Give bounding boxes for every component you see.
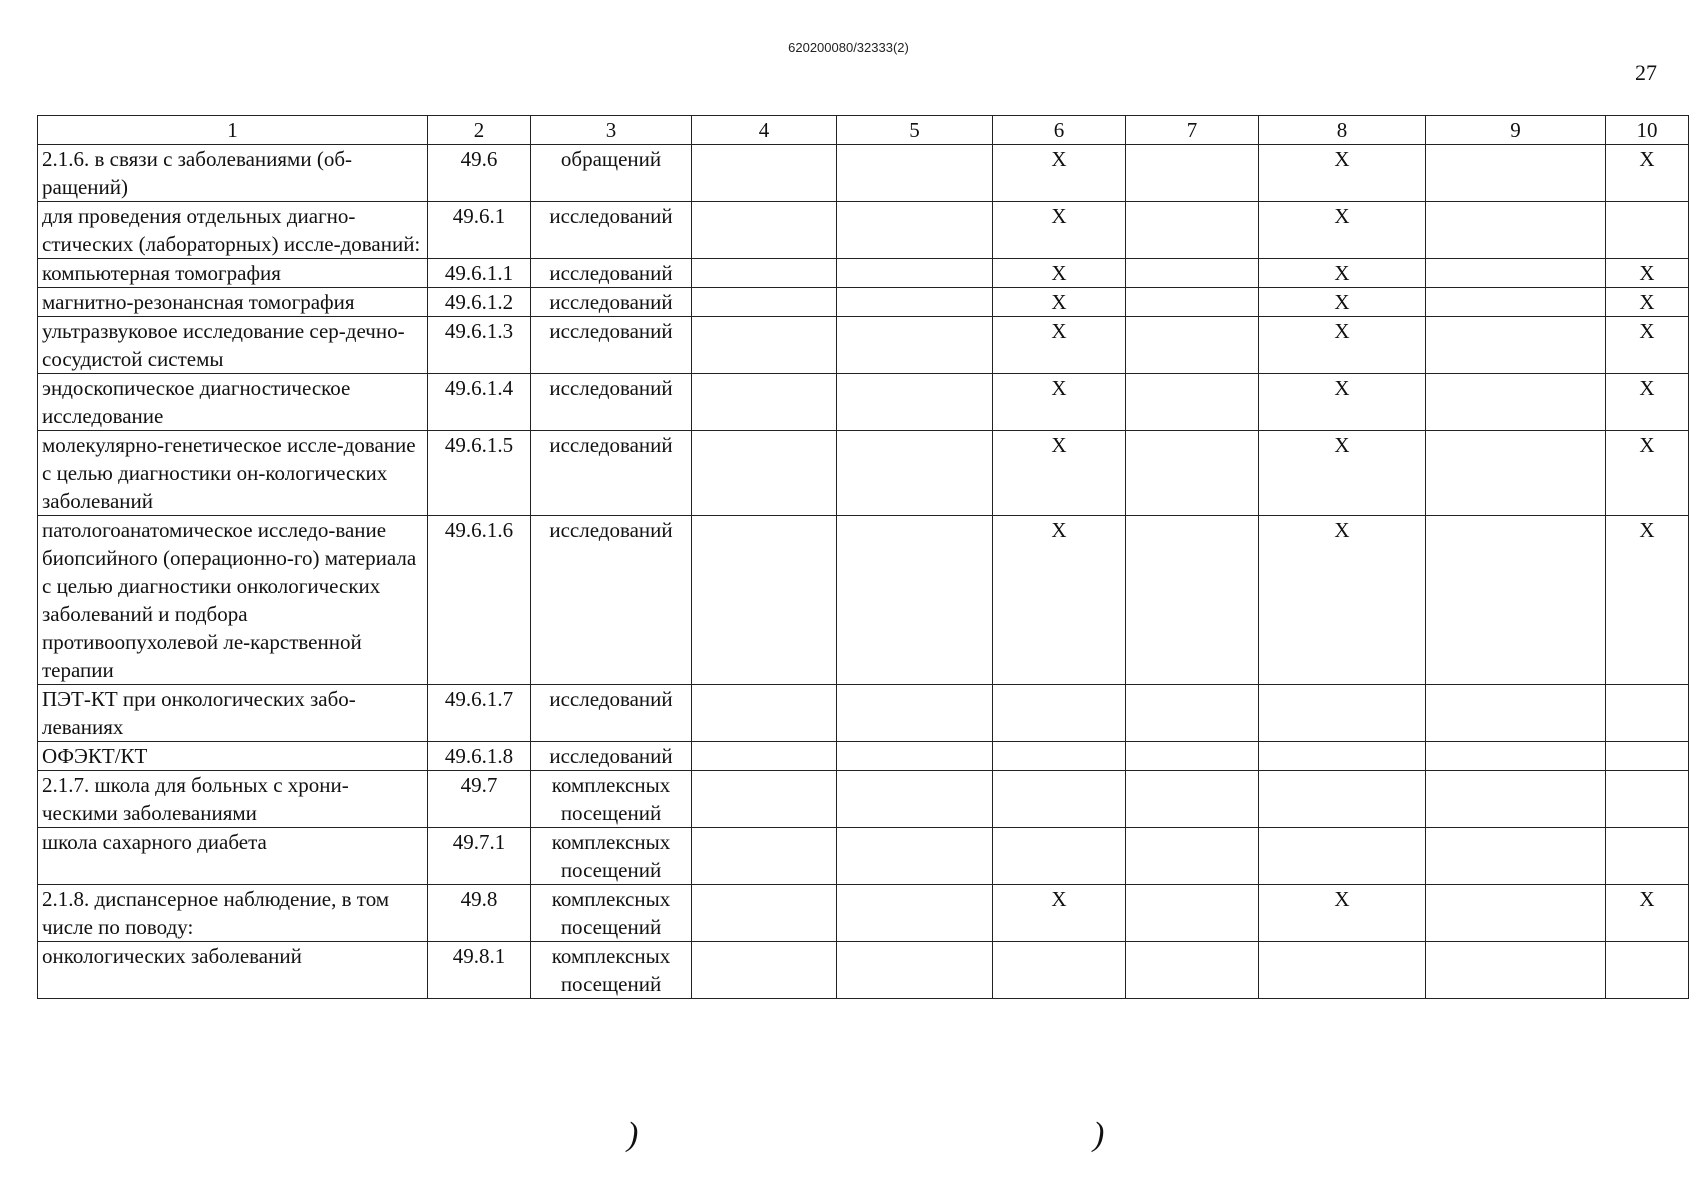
table-row <box>38 828 1689 885</box>
column-number-header: 1 <box>38 116 428 145</box>
column-number-header: 4 <box>692 116 837 145</box>
mark-cell <box>1126 288 1259 317</box>
mark-cell: X <box>993 374 1126 431</box>
indicator-name-cell: ультразвуковое исследование сер-дечно-сосудистой системы <box>38 317 428 374</box>
mark-cell <box>1606 742 1689 771</box>
mark-cell <box>837 771 993 828</box>
indicator-name-cell: для проведения отдельных диагно-стических (лабораторных) иссле-дований: <box>38 202 428 259</box>
table-row <box>38 942 1689 999</box>
mark-cell <box>1259 942 1426 999</box>
row-code-cell: 49.6.1.4 <box>428 374 531 431</box>
mark-cell <box>1126 259 1259 288</box>
indicator-name-cell: компьютерная томография <box>38 259 428 288</box>
table-row <box>38 516 1689 685</box>
mark-cell <box>692 942 837 999</box>
indicator-name-cell: 2.1.8. диспансерное наблюдение, в том числе по поводу: <box>38 885 428 942</box>
mark-cell: X <box>1606 885 1689 942</box>
mark-cell <box>1126 828 1259 885</box>
unit-cell: исследований <box>531 742 692 771</box>
mark-cell <box>1126 516 1259 685</box>
indicator-name-cell: школа сахарного диабета <box>38 828 428 885</box>
mark-cell <box>1426 771 1606 828</box>
mark-cell <box>1426 942 1606 999</box>
mark-cell: X <box>1259 259 1426 288</box>
column-number-header: 5 <box>837 116 993 145</box>
mark-cell <box>837 685 993 742</box>
indicator-name-cell: магнитно-резонансная томография <box>38 288 428 317</box>
mark-cell <box>1259 685 1426 742</box>
indicator-name-cell: ОФЭКТ/КТ <box>38 742 428 771</box>
unit-cell: комплексных посещений <box>531 942 692 999</box>
indicator-name-cell: 2.1.7. школа для больных с хрони-ческими заболеваниями <box>38 771 428 828</box>
mark-cell <box>1126 317 1259 374</box>
mark-cell: X <box>993 885 1126 942</box>
indicator-name-cell: патологоанатомическое исследо-вание биопсийного (операционно-го) материала с целью диагностики онкологических заболеваний и подбора противоопухолевой ле-карственной терапии <box>38 516 428 685</box>
mark-cell: X <box>993 431 1126 516</box>
unit-cell: исследований <box>531 317 692 374</box>
mark-cell <box>1259 742 1426 771</box>
mark-cell <box>837 431 993 516</box>
mark-cell <box>837 288 993 317</box>
unit-cell: исследований <box>531 516 692 685</box>
mark-cell <box>1426 828 1606 885</box>
unit-cell: исследований <box>531 685 692 742</box>
mark-cell <box>692 742 837 771</box>
indicator-name-cell: онкологических заболеваний <box>38 942 428 999</box>
row-code-cell: 49.6 <box>428 145 531 202</box>
unit-cell: исследований <box>531 259 692 288</box>
mark-cell <box>1426 259 1606 288</box>
table-header-row <box>38 116 1689 145</box>
mark-cell: X <box>1259 374 1426 431</box>
mark-cell <box>1426 202 1606 259</box>
mark-cell <box>692 885 837 942</box>
mark-cell: X <box>993 288 1126 317</box>
mark-cell: X <box>993 317 1126 374</box>
mark-cell <box>837 145 993 202</box>
row-code-cell: 49.7 <box>428 771 531 828</box>
mark-cell: X <box>1259 145 1426 202</box>
mark-cell <box>1426 885 1606 942</box>
mark-cell <box>1126 431 1259 516</box>
mark-cell: X <box>1606 259 1689 288</box>
unit-cell: исследований <box>531 288 692 317</box>
mark-cell: X <box>993 145 1126 202</box>
mark-cell <box>1126 202 1259 259</box>
table-row <box>38 885 1689 942</box>
row-code-cell: 49.6.1.3 <box>428 317 531 374</box>
mark-cell <box>837 317 993 374</box>
mark-cell <box>1126 742 1259 771</box>
mark-cell <box>837 516 993 685</box>
mark-cell <box>692 317 837 374</box>
mark-cell <box>692 828 837 885</box>
mark-cell <box>1259 771 1426 828</box>
mark-cell <box>993 942 1126 999</box>
mark-cell <box>692 516 837 685</box>
mark-cell <box>1426 317 1606 374</box>
mark-cell: X <box>993 259 1126 288</box>
unit-cell: исследований <box>531 374 692 431</box>
column-number-header: 8 <box>1259 116 1426 145</box>
mark-cell <box>692 145 837 202</box>
mark-cell: X <box>1606 431 1689 516</box>
row-code-cell: 49.8.1 <box>428 942 531 999</box>
table-row <box>38 742 1689 771</box>
mark-cell: X <box>1606 145 1689 202</box>
mark-cell <box>837 942 993 999</box>
column-number-header: 9 <box>1426 116 1606 145</box>
mark-cell: X <box>1259 288 1426 317</box>
table-row <box>38 374 1689 431</box>
table-row <box>38 685 1689 742</box>
unit-cell: исследований <box>531 202 692 259</box>
mark-cell: X <box>1606 317 1689 374</box>
row-code-cell: 49.6.1.7 <box>428 685 531 742</box>
mark-cell: X <box>993 516 1126 685</box>
mark-cell <box>837 202 993 259</box>
mark-cell <box>993 828 1126 885</box>
mark-cell <box>692 202 837 259</box>
mark-cell <box>1126 942 1259 999</box>
table-row <box>38 317 1689 374</box>
mark-cell: X <box>1259 885 1426 942</box>
mark-cell <box>993 771 1126 828</box>
signature-mark-right: ) <box>1093 1116 1105 1153</box>
row-code-cell: 49.6.1 <box>428 202 531 259</box>
table-row <box>38 771 1689 828</box>
column-number-header: 3 <box>531 116 692 145</box>
unit-cell: обращений <box>531 145 692 202</box>
mark-cell <box>1426 374 1606 431</box>
table-row <box>38 259 1689 288</box>
mark-cell <box>692 374 837 431</box>
mark-cell: X <box>1606 516 1689 685</box>
mark-cell <box>1259 828 1426 885</box>
mark-cell: X <box>1259 516 1426 685</box>
mark-cell <box>837 259 993 288</box>
mark-cell <box>837 885 993 942</box>
column-number-header: 10 <box>1606 116 1689 145</box>
mark-cell <box>692 259 837 288</box>
row-code-cell: 49.6.1.5 <box>428 431 531 516</box>
row-code-cell: 49.6.1.6 <box>428 516 531 685</box>
table-row <box>38 202 1689 259</box>
row-code-cell: 49.7.1 <box>428 828 531 885</box>
mark-cell <box>1606 828 1689 885</box>
mark-cell <box>837 742 993 771</box>
mark-cell <box>1426 431 1606 516</box>
mark-cell <box>1426 516 1606 685</box>
row-code-cell: 49.6.1.2 <box>428 288 531 317</box>
mark-cell <box>692 288 837 317</box>
table-row <box>38 431 1689 516</box>
indicator-name-cell: ПЭТ-КТ при онкологических забо-леваниях <box>38 685 428 742</box>
page-number: 27 <box>1635 60 1657 85</box>
mark-cell <box>692 771 837 828</box>
mark-cell: X <box>1606 374 1689 431</box>
row-code-cell: 49.6.1.8 <box>428 742 531 771</box>
mark-cell <box>1606 202 1689 259</box>
mark-cell <box>1426 145 1606 202</box>
signature-mark-left: ) <box>627 1116 639 1153</box>
table-row <box>38 145 1689 202</box>
column-number-header: 7 <box>1126 116 1259 145</box>
mark-cell <box>1426 685 1606 742</box>
row-code-cell: 49.6.1.1 <box>428 259 531 288</box>
mark-cell <box>1606 771 1689 828</box>
indicator-name-cell: молекулярно-генетическое иссле-дование с целью диагностики он-кологических заболеваний <box>38 431 428 516</box>
document-code: 620200080/32333(2) <box>788 40 909 55</box>
mark-cell <box>692 685 837 742</box>
unit-cell: комплексных посещений <box>531 828 692 885</box>
row-code-cell: 49.8 <box>428 885 531 942</box>
mark-cell <box>1126 685 1259 742</box>
unit-cell: комплексных посещений <box>531 885 692 942</box>
mark-cell <box>1606 685 1689 742</box>
mark-cell <box>1126 885 1259 942</box>
mark-cell <box>993 685 1126 742</box>
mark-cell <box>837 374 993 431</box>
mark-cell <box>1426 288 1606 317</box>
column-number-header: 6 <box>993 116 1126 145</box>
mark-cell <box>993 742 1126 771</box>
unit-cell: исследований <box>531 431 692 516</box>
mark-cell <box>1126 771 1259 828</box>
mark-cell <box>1126 374 1259 431</box>
mark-cell <box>1426 742 1606 771</box>
mark-cell: X <box>1259 431 1426 516</box>
mark-cell: X <box>993 202 1126 259</box>
column-number-header: 2 <box>428 116 531 145</box>
mark-cell <box>692 431 837 516</box>
statistics-table <box>37 115 1689 999</box>
indicator-name-cell: 2.1.6. в связи с заболеваниями (об-ращений) <box>38 145 428 202</box>
indicator-name-cell: эндоскопическое диагностическое исследование <box>38 374 428 431</box>
table-row <box>38 288 1689 317</box>
mark-cell: X <box>1259 317 1426 374</box>
mark-cell <box>837 828 993 885</box>
unit-cell: комплексных посещений <box>531 771 692 828</box>
mark-cell: X <box>1259 202 1426 259</box>
mark-cell: X <box>1606 288 1689 317</box>
mark-cell <box>1606 942 1689 999</box>
mark-cell <box>1126 145 1259 202</box>
